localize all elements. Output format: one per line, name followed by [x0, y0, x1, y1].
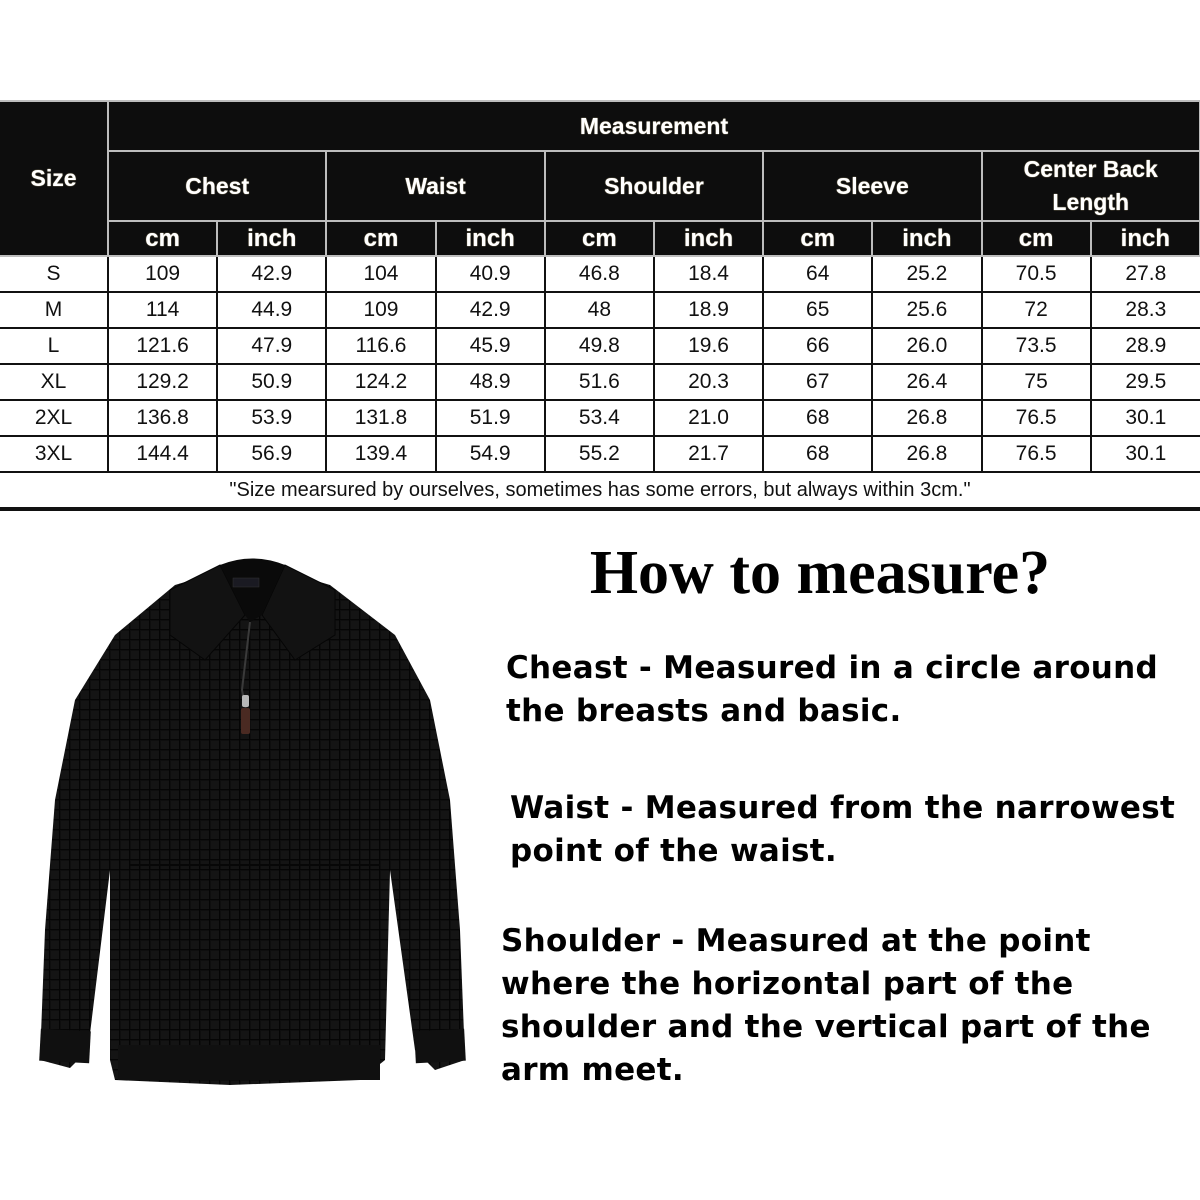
pullover-body [40, 570, 465, 1085]
measurement-value: 26.4 [872, 364, 981, 400]
unit-header: inch [1091, 221, 1200, 256]
measurement-value: 56.9 [217, 436, 326, 472]
size-row-s [0, 256, 1200, 292]
unit-header: cm [545, 221, 654, 256]
measurement-value: 26.8 [872, 400, 981, 436]
measurement-value: 124.2 [326, 364, 435, 400]
measurement-value: 51.9 [436, 400, 545, 436]
measurement-value: 42.9 [436, 292, 545, 328]
shoulder-header: Shoulder [545, 151, 763, 221]
unit-header: inch [217, 221, 326, 256]
measurement-group-header: Measurement [108, 101, 1200, 151]
how-to-measure-title: How to measure? [589, 539, 1051, 607]
right-cuff [414, 1029, 466, 1064]
measurement-value: 42.9 [217, 256, 326, 292]
size-label: L [0, 328, 108, 364]
measurement-value: 28.3 [1091, 292, 1200, 328]
unit-header: cm [982, 221, 1091, 256]
measurement-value: 51.6 [545, 364, 654, 400]
measurement-value: 109 [108, 256, 217, 292]
measurement-value: 68 [763, 436, 872, 472]
measurement-value: 30.1 [1091, 400, 1200, 436]
measurement-value: 21.7 [654, 436, 763, 472]
measurement-value: 131.8 [326, 400, 435, 436]
hem-band [118, 1045, 380, 1080]
unit-header: inch [654, 221, 763, 256]
size-row-xl [0, 364, 1200, 400]
waist-instruction: Waist - Measured from the narrowest point of the waist. [510, 790, 1176, 869]
measurement-value: 139.4 [326, 436, 435, 472]
measurement-value: 53.4 [545, 400, 654, 436]
size-row-m [0, 292, 1200, 328]
measurement-value: 40.9 [436, 256, 545, 292]
size-label: 2XL [0, 400, 108, 436]
measurement-value: 47.9 [217, 328, 326, 364]
measurement-value: 45.9 [436, 328, 545, 364]
measurement-value: 104 [326, 256, 435, 292]
measurement-value: 19.6 [654, 328, 763, 364]
measurement-value: 144.4 [108, 436, 217, 472]
measurement-value: 29.5 [1091, 364, 1200, 400]
measurement-value: 75 [982, 364, 1091, 400]
center-back-length-header: Center Back Length [982, 151, 1200, 221]
unit-header: inch [872, 221, 981, 256]
measurement-value: 116.6 [326, 328, 435, 364]
chest-instruction: Cheast - Measured in a circle around the breasts and basic. [506, 650, 1159, 729]
unit-header: cm [326, 221, 435, 256]
size-row-2xl [0, 400, 1200, 436]
measurement-value: 30.1 [1091, 436, 1200, 472]
measurement-value: 46.8 [545, 256, 654, 292]
measurement-value: 73.5 [982, 328, 1091, 364]
measurement-value: 129.2 [108, 364, 217, 400]
measurement-value: 27.8 [1091, 256, 1200, 292]
unit-header: inch [436, 221, 545, 256]
measurement-value: 48 [545, 292, 654, 328]
size-label: M [0, 292, 108, 328]
measurement-value: 28.9 [1091, 328, 1200, 364]
measurement-value: 76.5 [982, 436, 1091, 472]
measurement-value: 70.5 [982, 256, 1091, 292]
sleeve-header: Sleeve [763, 151, 981, 221]
measurement-value: 114 [108, 292, 217, 328]
measurement-value: 44.9 [217, 292, 326, 328]
measurement-value: 68 [763, 400, 872, 436]
measurement-value: 26.8 [872, 436, 981, 472]
measurement-value: 72 [982, 292, 1091, 328]
measurement-value: 136.8 [108, 400, 217, 436]
measurement-value: 21.0 [654, 400, 763, 436]
unit-header: cm [108, 221, 217, 256]
measurement-value: 76.5 [982, 400, 1091, 436]
size-chart-table [0, 100, 1200, 511]
shoulder-instruction: Shoulder - Measured at the point where the horizontal part of the shoulder and the vertical part of the arm meet. [501, 923, 1151, 1088]
measurement-value: 48.9 [436, 364, 545, 400]
measurement-value: 121.6 [108, 328, 217, 364]
measurement-value: 26.0 [872, 328, 981, 364]
measurement-value: 65 [763, 292, 872, 328]
measurement-note: "Size mearsured by ourselves, sometimes has some errors, but always within 3cm." [0, 472, 1200, 509]
size-label: S [0, 256, 108, 292]
product-image-pullover [10, 540, 500, 1120]
measurement-value: 18.4 [654, 256, 763, 292]
size-rows [0, 256, 1200, 472]
size-row-l [0, 328, 1200, 364]
measurement-value: 53.9 [217, 400, 326, 436]
measurement-value: 54.9 [436, 436, 545, 472]
pullover-illustration [10, 540, 500, 1120]
zipper-pull-icon [242, 695, 249, 707]
size-label: 3XL [0, 436, 108, 472]
measurement-value: 66 [763, 328, 872, 364]
size-row-3xl [0, 436, 1200, 472]
unit-header: cm [763, 221, 872, 256]
measurement-value: 18.9 [654, 292, 763, 328]
measurement-value: 55.2 [545, 436, 654, 472]
size-label: XL [0, 364, 108, 400]
measurement-value: 109 [326, 292, 435, 328]
measurement-value: 25.6 [872, 292, 981, 328]
measurement-value: 49.8 [545, 328, 654, 364]
measurement-value: 25.2 [872, 256, 981, 292]
measurement-value: 67 [763, 364, 872, 400]
size-column-header: Size [0, 101, 108, 256]
brand-label [233, 578, 259, 587]
measurement-value: 20.3 [654, 364, 763, 400]
measurement-value: 50.9 [217, 364, 326, 400]
left-cuff [39, 1029, 91, 1064]
waist-header: Waist [326, 151, 544, 221]
chest-header: Chest [108, 151, 326, 221]
zipper-tab [241, 708, 250, 734]
measurement-value: 64 [763, 256, 872, 292]
